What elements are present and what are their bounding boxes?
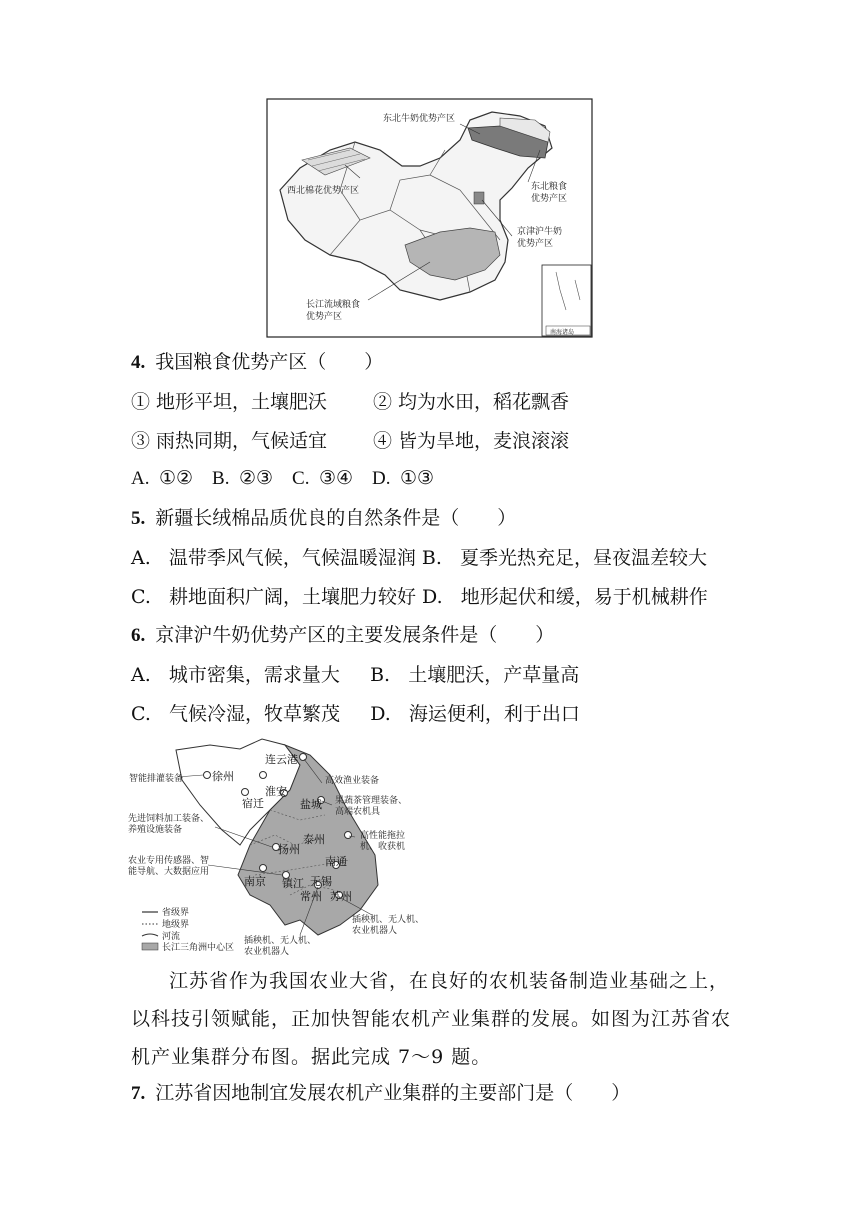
q5-options-ab: A. 温带季风气候，气候温暖湿润 B. 夏季光热充足，昼夜温差较大 bbox=[131, 547, 708, 569]
passage: 江苏省作为我国农业大省，在良好的农机装备制造业基础之上，以科技引领赋能，正加快智能农机产业集群的发展。如图为江苏省农机产业集群分布图。据此完成 7～9 题。 bbox=[131, 970, 732, 1068]
ind-fruit-2: 高端农机具 bbox=[335, 807, 381, 817]
jjh-milk-region bbox=[474, 192, 484, 204]
ind-tractor-2: 机、收获机 bbox=[360, 842, 406, 852]
ind-tractor-1: 高性能拖拉 bbox=[360, 831, 406, 841]
legend-city: 地级界 bbox=[162, 920, 190, 930]
label-yangtze-grain-1: 长江流域粮食 bbox=[306, 300, 361, 310]
label-ne-grain-2: 优势产区 bbox=[531, 194, 568, 204]
ind-fruit-1: 果蔬茶管理装备、 bbox=[335, 796, 408, 806]
q4-statements-row2: ③ 雨热同期，气候适宜 ④ 皆为旱地，麦浪滚滚 bbox=[131, 430, 570, 452]
label-ne-milk: 东北牛奶优势产区 bbox=[383, 114, 456, 124]
label-ne-grain-1: 东北粮食 bbox=[531, 182, 568, 192]
city-yangzhou: 扬州 bbox=[278, 843, 300, 856]
legend-river: 河流 bbox=[162, 932, 181, 942]
ind-feed-1: 先进饲料加工装备、 bbox=[128, 814, 210, 824]
ind-transplanter-1: 插秧机、无人机、 bbox=[352, 915, 425, 925]
ind-seeder-2: 农业机器人 bbox=[244, 947, 290, 957]
jiangsu-agri-machinery-map bbox=[0, 735, 860, 960]
label-nw-cotton: 西北棉花优势产区 bbox=[287, 186, 360, 196]
label-jjh-milk-2: 优势产区 bbox=[517, 239, 554, 249]
city-suzhou: 苏州 bbox=[330, 890, 352, 903]
q6-stem: 6. 京津沪牛奶优势产区的主要发展条件是（ ） bbox=[131, 624, 555, 646]
q6-options-cd: C. 气候冷湿，牧草繁茂 D. 海运便利，利于出口 bbox=[131, 703, 580, 725]
q4-options: A. ①② B. ②③ C. ③④ D. ①③ bbox=[131, 468, 435, 489]
ind-irrigation: 智能排灌装备 bbox=[129, 774, 184, 784]
city-lianyungang: 连云港 bbox=[265, 753, 298, 766]
ind-seeder-1: 插秧机、无人机、 bbox=[244, 936, 317, 946]
city-huaian: 淮安 bbox=[265, 785, 287, 798]
city-nantong: 南通 bbox=[325, 855, 347, 868]
q4-stem: 4. 我国粮食优势产区（ ） bbox=[131, 351, 384, 373]
ind-sensor-1: 农业专用传感器、智 bbox=[128, 856, 210, 866]
legend-province: 省级界 bbox=[162, 908, 190, 918]
city-xuzhou: 徐州 bbox=[212, 770, 234, 783]
city-wuxi: 无锡 bbox=[310, 875, 332, 888]
city-taizhou: 泰州 bbox=[303, 833, 325, 846]
city-zhenjiang: 镇江 bbox=[282, 877, 304, 890]
label-yangtze-grain-2: 优势产区 bbox=[306, 312, 343, 322]
q4-statements-row1: ① 地形平坦，土壤肥沃 ② 均为水田，稻花飘香 bbox=[131, 391, 570, 413]
q7-stem: 7. 江苏省因地制宜发展农机产业集群的主要部门是（ ） bbox=[131, 1082, 631, 1104]
ind-transplanter-2: 农业机器人 bbox=[352, 926, 398, 936]
q5-options-cd: C. 耕地面积广阔，土壤肥力较好 D. 地形起伏和缓，易于机械耕作 bbox=[131, 586, 708, 608]
ind-fishery: 高效渔业装备 bbox=[325, 776, 380, 786]
q6-options-ab: A. 城市密集，需求量大 B. 土壤肥沃，产草量高 bbox=[131, 664, 580, 686]
city-yancheng: 盐城 bbox=[300, 798, 322, 811]
q5-stem: 5. 新疆长绒棉品质优良的自然条件是（ ） bbox=[131, 507, 517, 529]
city-nanjing: 南京 bbox=[244, 875, 266, 888]
legend-delta: 长江三角洲中心区 bbox=[162, 943, 235, 953]
ind-feed-2: 养殖设施装备 bbox=[128, 825, 183, 835]
inset-label: 南海诸岛 bbox=[550, 329, 575, 336]
china-agri-map bbox=[0, 0, 860, 340]
label-jjh-milk-1: 京津沪牛奶 bbox=[517, 227, 563, 237]
ind-sensor-2: 能导航、大数据应用 bbox=[128, 867, 210, 877]
city-suqian: 宿迁 bbox=[242, 797, 264, 810]
city-changzhou: 常州 bbox=[300, 890, 322, 903]
south-sea-inset bbox=[542, 265, 591, 336]
map2-legend bbox=[142, 906, 234, 953]
